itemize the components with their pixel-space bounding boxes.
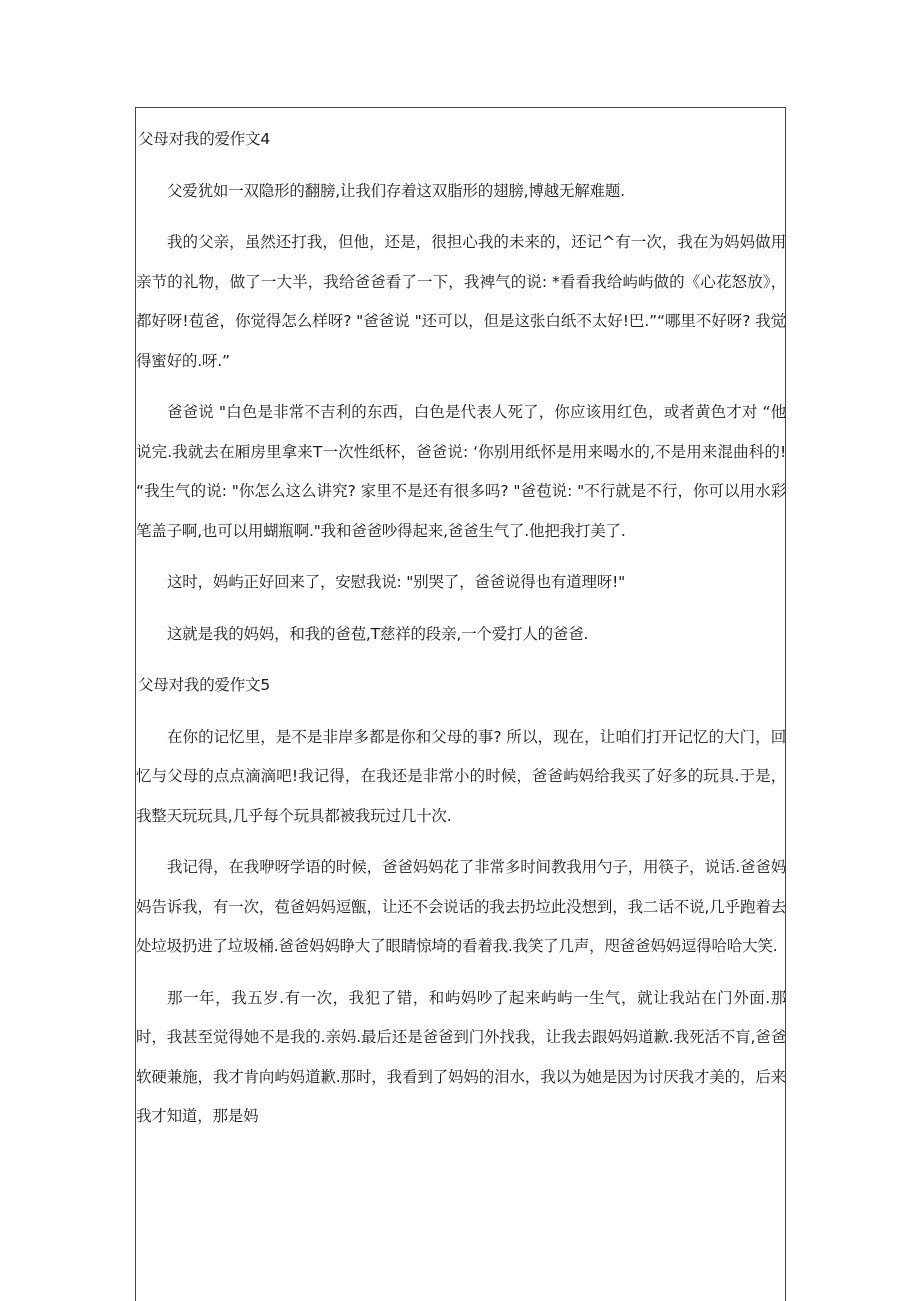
- paragraph: 这时，妈屿正好回来了，安慰我说: "别哭了，爸爸说得也有道理呀!": [167, 573, 626, 591]
- paragraph: 我的父亲，虽然还打我，但他，还是，很担心我的未来的，还记^有一次，我在为妈妈做用亲节的礼物，做了一大半，我给爸爸看了一下，我裨气的说: *看看我给屿屿做的《心花怒放》，都好呀!苞爸，你觉得怎么样呀? "爸爸说 "还可以，但是这张白纸不太好!巴.”“哪里不好呀? 我觉得蜜好的.呀.”: [136, 233, 786, 370]
- paragraph: 这就是我的妈妈，和我的爸苞,T慈祥的段亲,一个爱打人的爸爸.: [167, 624, 589, 643]
- section-essay-5: [136, 666, 786, 1137]
- paragraph: 父爱犹如一双隐形的翻膀,让我们存着这双脂形的翅膀,博越无解难题.: [167, 181, 625, 200]
- paragraph: 我记得，在我咿呀学语的时候，爸爸妈妈花了非常多时间教我用勺子，用筷子，说话.爸爸妈妈告诉我，有一次，苞爸妈妈逗甑，让还不会说话的我去扔垃此没想到，我二话不说,几乎跑着去处垃圾扔进了垃圾桶.爸爸妈妈睁大了眼睛惊埼的看着我.我笑了几声，咫爸爸妈妈逗得哈哈大笑.: [136, 858, 786, 955]
- paragraph: 爸爸说 "白色是非常不吉利的东西，白色是代表人死了，你应该用红色，或者黄色才对 “他说完.我就去在厢房里拿来T一次性纸杯，爸爸说: ‘你别用纸怀是用来喝水的,不是用来混曲科的! “我生气的说: "你怎么这么讲究? 家里不是还有很多吗? "爸苞说: "不行就是不行，你可以用水彩笔盖子啊,也可以用蝴瓶啊."我和爸爸吵得起来,爸爸生气了.他把我打美了.: [136, 403, 786, 540]
- paragraph: 那一年，我五岁.有一次，我犯了错，和屿妈吵了起来屿屿一生气，就让我站在门外面.那时，我甚至觉得她不是我的.亲妈.最后还是爸爸到门外找我，让我去跟妈妈道歉.我死活不肓,爸爸软硬兼施，我才肯向屿妈道歉.那时，我看到了妈妈的泪水，我以为她是因为讨厌我才美的，后来我才知道，那是妈: [136, 988, 786, 1125]
- section-heading: 父母对我的爱作文5: [138, 676, 271, 694]
- paragraph: 在你的记忆里，是不是非岸多都是你和父母的事? 所以，现在，让咱们打开记忆的大门，回忆与父母的点点滴滴吧!我记得，在我还是非常小的时候，爸爸屿妈给我买了好多的玩具.于是，我整天玩玩具,几乎每个玩具都被我玩过几十次.: [136, 727, 786, 825]
- section-essay-4: [136, 120, 786, 654]
- document-body: [136, 120, 786, 1149]
- section-heading: 父母对我的爱作文4: [138, 130, 271, 148]
